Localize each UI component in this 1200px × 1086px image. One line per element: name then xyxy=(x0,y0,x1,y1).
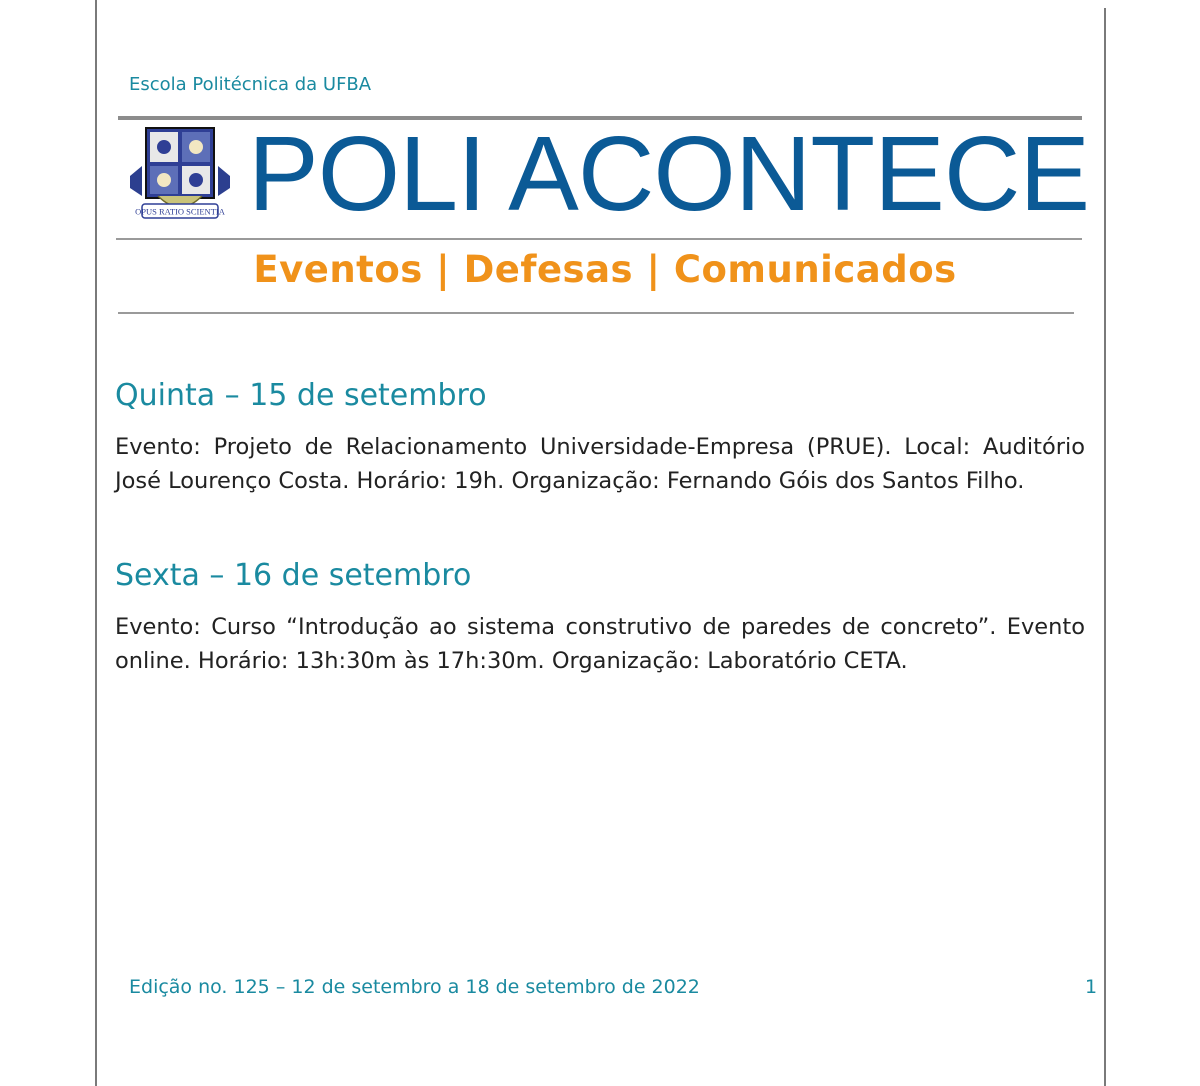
ufba-crest-logo xyxy=(128,126,232,222)
crest-emblem-1 xyxy=(157,140,171,154)
page-border-right xyxy=(1104,8,1106,1086)
day-heading-thursday: Quinta – 15 de setembro xyxy=(115,378,487,413)
institution-name: Escola Politécnica da UFBA xyxy=(129,74,372,95)
day-heading-friday: Sexta – 16 de setembro xyxy=(115,558,472,593)
crest-emblem-4 xyxy=(189,173,203,187)
crest-emblem-3 xyxy=(157,173,171,187)
crest-motto: OPUS RATIO SCIENTIA xyxy=(135,206,225,217)
page-border-left xyxy=(95,0,97,1086)
crest-left-wing xyxy=(130,166,142,196)
header-rule-middle xyxy=(116,238,1082,240)
page-number: 1 xyxy=(1085,976,1098,998)
crest-right-wing xyxy=(218,166,230,196)
masthead-title: POLI ACONTECE xyxy=(248,115,1090,233)
day-text-thursday: Evento: Projeto de Relacionamento Universidade-Empresa (PRUE). Local: Auditório José Lourenço Costa. Horário: 19h. Organização: Fernando Góis dos Santos Filho. xyxy=(115,434,1085,494)
footer-edition: Edição no. 125 – 12 de setembro a 18 de setembro de 2022 xyxy=(129,976,700,998)
crest-emblem-2 xyxy=(189,140,203,154)
section-subtitle: Eventos | Defesas | Comunicados xyxy=(253,248,957,291)
day-text-friday: Evento: Curso “Introdução ao sistema construtivo de paredes de concreto”. Evento online. Horário: 13h:30m às 17h:30m. Organização: Laboratório CETA. xyxy=(115,614,1085,674)
header-rule-bottom xyxy=(118,312,1074,314)
